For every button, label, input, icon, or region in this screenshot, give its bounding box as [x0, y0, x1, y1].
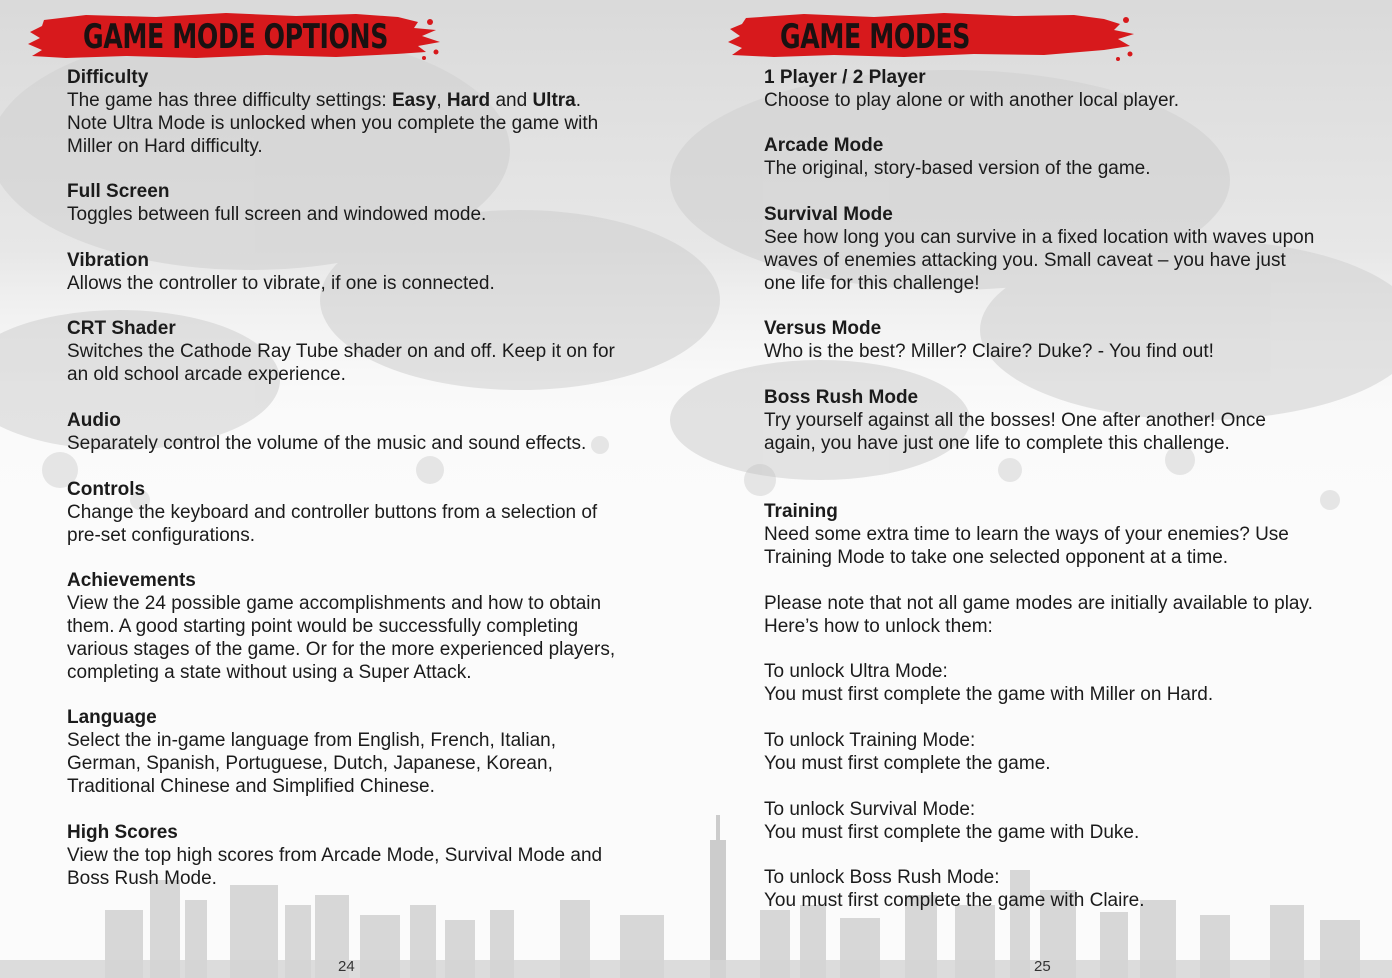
section-text-line: an old school arcade experience. — [67, 364, 346, 385]
banner-game-modes — [724, 8, 1136, 64]
section-survival-mode — [764, 203, 1314, 295]
section-text-line: Note Ultra Mode is unlocked when you complete the game with — [67, 113, 599, 134]
section-versus-mode — [764, 317, 1214, 363]
section-heading: High Scores — [67, 822, 178, 843]
section-audio — [67, 409, 586, 455]
note-line: Please note that not all game modes are initially available to play. — [764, 593, 1313, 614]
page-title: GAME MODE OPTIONS — [83, 17, 388, 57]
section-heading: Full Screen — [67, 181, 170, 202]
section-high-scores — [67, 821, 602, 890]
section-text-line: Switches the Cathode Ray Tube shader on and off. Keep it on for — [67, 341, 615, 362]
section-text-line: them. A good starting point would be successfully completing — [67, 616, 579, 637]
page-right — [696, 0, 1392, 978]
unlock-title: To unlock Training Mode: — [764, 730, 976, 751]
section-text-line: one life for this challenge! — [764, 273, 980, 294]
section-text-line: Need some extra time to learn the ways of your enemies? Use — [764, 524, 1289, 545]
section-text-line: various stages of the game. Or for the more experienced players, — [67, 639, 616, 660]
page-number: 25 — [1034, 958, 1051, 975]
section-text-line: Toggles between full screen and windowed mode. — [67, 204, 487, 225]
section-heading: Versus Mode — [764, 318, 882, 339]
section-heading: Vibration — [67, 250, 149, 271]
section-achievements — [67, 569, 615, 684]
section-heading: Language — [67, 707, 157, 728]
section-text-line: The game has three difficulty settings: Easy, Hard and Ultra. — [67, 90, 582, 111]
note-line: Here’s how to unlock them: — [764, 616, 993, 637]
section-text-line: The original, story-based version of the game. — [764, 158, 1151, 179]
section-boss-rush-mode — [764, 386, 1266, 455]
section-heading: 1 Player / 2 Player — [764, 67, 926, 88]
section-heading: Controls — [67, 479, 146, 500]
section-text-line: Who is the best? Miller? Claire? Duke? - You find out! — [764, 341, 1214, 362]
section-text-line: German, Spanish, Portuguese, Dutch, Japanese, Korean, — [67, 753, 553, 774]
section-text-line: pre-set configurations. — [67, 525, 255, 546]
section-text-line: View the top high scores from Arcade Mode, Survival Mode and — [67, 845, 603, 866]
section-controls — [67, 478, 597, 547]
section-heading: CRT Shader — [67, 318, 176, 339]
unlock-training-mode — [764, 729, 1051, 775]
section-heading: Boss Rush Mode — [764, 387, 919, 408]
section-heading: Arcade Mode — [764, 135, 884, 156]
unlock-description: You must first complete the game with Duke. — [764, 822, 1140, 843]
unlock-boss-rush-mode — [764, 866, 1145, 912]
section-text-line: Boss Rush Mode. — [67, 868, 217, 889]
section-difficulty — [67, 66, 598, 158]
section-vibration — [67, 249, 495, 295]
section-text-line: Traditional Chinese and Simplified Chinese. — [67, 776, 435, 797]
page-title: GAME MODES — [780, 17, 971, 57]
section-text-line: Select the in-game language from English, French, Italian, — [67, 730, 556, 751]
section-text-line: again, you have just one life to complete this challenge. — [764, 433, 1230, 454]
section-player-count — [764, 66, 1179, 112]
banner-game-mode-options — [26, 8, 442, 64]
section-heading: Survival Mode — [764, 204, 893, 225]
section-arcade-mode — [764, 134, 1151, 180]
section-crt-shader — [67, 317, 615, 386]
section-text-line: Change the keyboard and controller buttons from a selection of — [67, 502, 598, 523]
unlock-title: To unlock Survival Mode: — [764, 799, 976, 820]
section-text-line: waves of enemies attacking you. Small caveat – you have just — [764, 250, 1286, 271]
section-text-line: Separately control the volume of the music and sound effects. — [67, 433, 587, 454]
unlock-note — [764, 592, 1313, 638]
page-number: 24 — [338, 958, 355, 975]
section-text-line: Allows the controller to vibrate, if one is connected. — [67, 273, 495, 294]
section-text-line: View the 24 possible game accomplishments and how to obtain — [67, 593, 602, 614]
section-text-line: Training Mode to take one selected opponent at a time. — [764, 547, 1229, 568]
section-text-line: completing a state without using a Super Attack. — [67, 662, 472, 683]
unlock-description: You must first complete the game. — [764, 753, 1051, 774]
section-text-line: Try yourself against all the bosses! One after another! Once — [764, 410, 1266, 431]
unlock-survival-mode — [764, 798, 1139, 844]
unlock-description: You must first complete the game with Claire. — [764, 890, 1145, 911]
section-text-line: See how long you can survive in a fixed location with waves upon — [764, 227, 1315, 248]
section-text-line: Choose to play alone or with another local player. — [764, 90, 1180, 111]
unlock-title: To unlock Ultra Mode: — [764, 661, 948, 682]
section-full-screen — [67, 180, 486, 226]
section-heading: Difficulty — [67, 67, 149, 88]
section-training — [764, 500, 1289, 569]
section-heading: Achievements — [67, 570, 196, 591]
unlock-ultra-mode — [764, 660, 1213, 706]
section-language — [67, 706, 556, 798]
unlock-description: You must first complete the game with Miller on Hard. — [764, 684, 1214, 705]
section-text-line: Miller on Hard difficulty. — [67, 136, 263, 157]
section-heading: Training — [764, 501, 838, 522]
section-heading: Audio — [67, 410, 121, 431]
unlock-title: To unlock Boss Rush Mode: — [764, 867, 1000, 888]
